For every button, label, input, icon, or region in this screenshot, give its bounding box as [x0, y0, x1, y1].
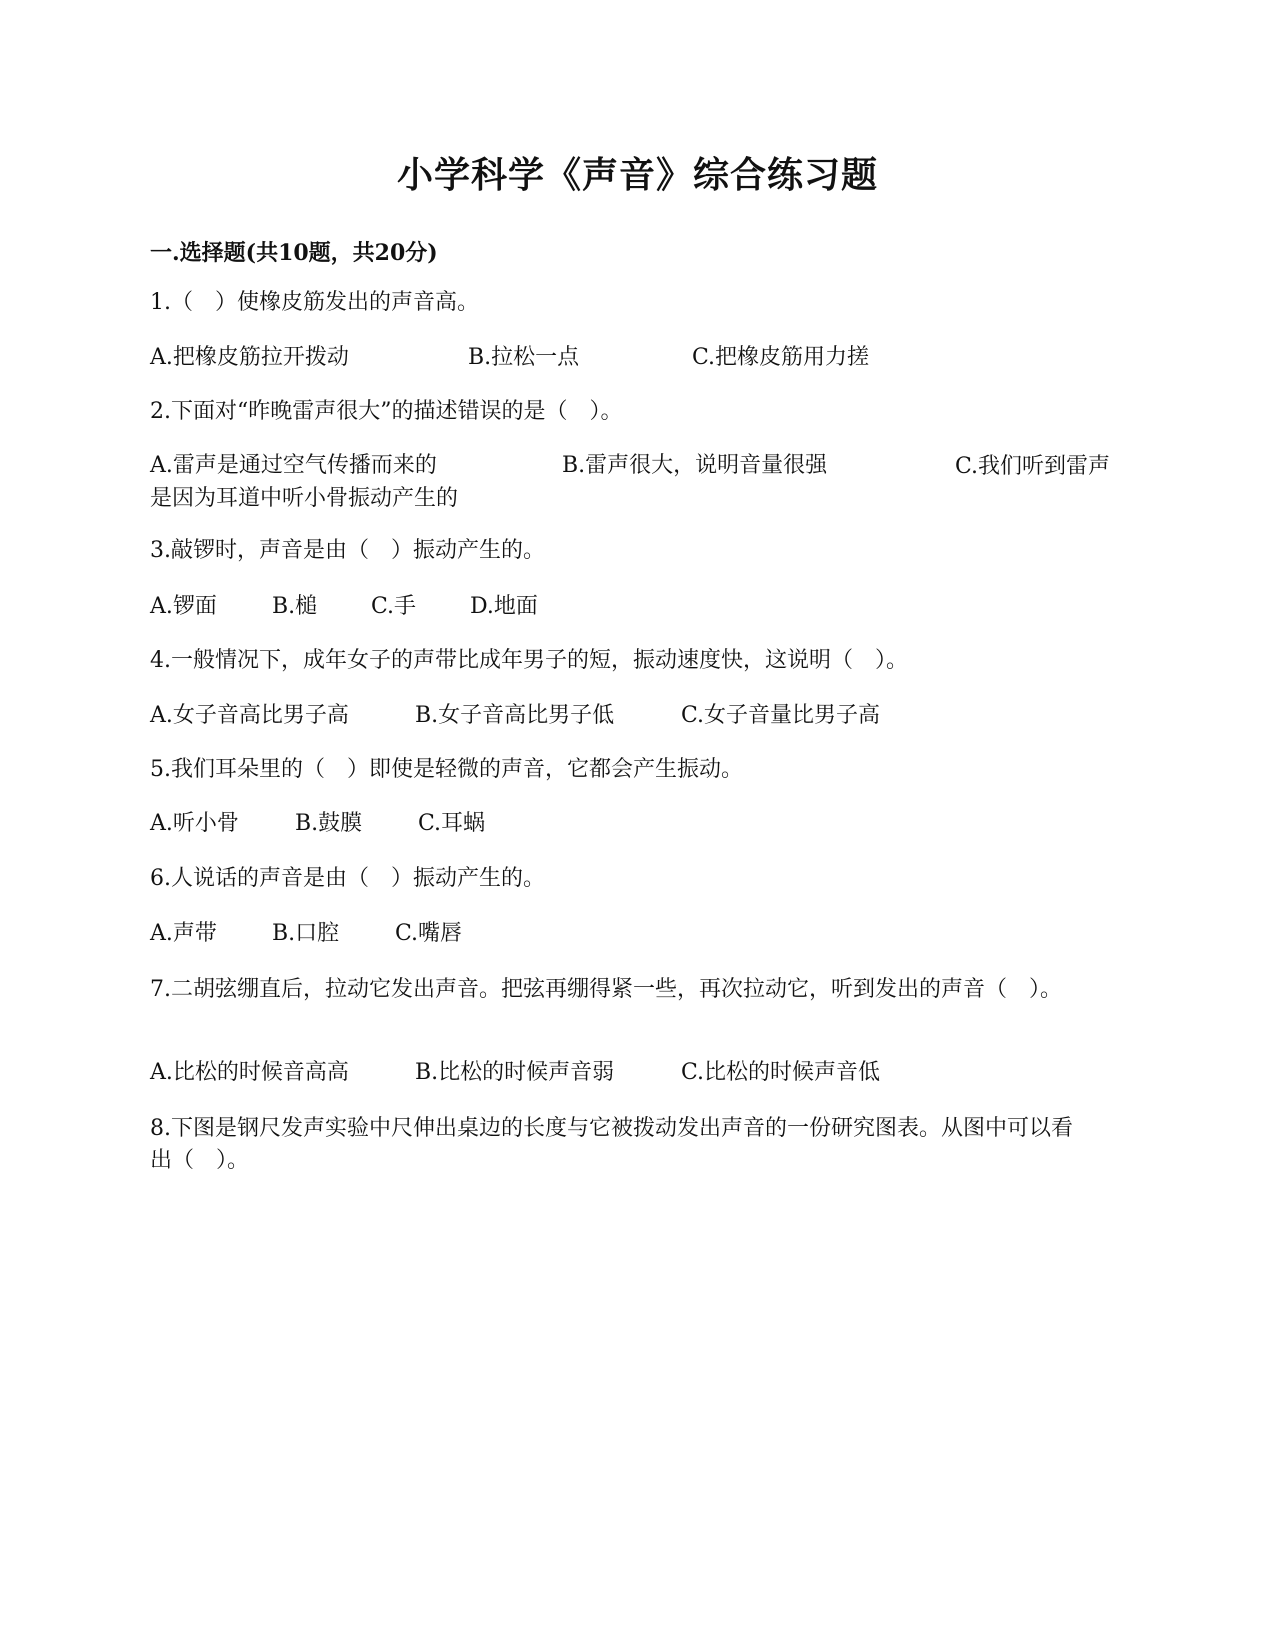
question-1-option-a: A.把橡皮筋拉开拨动 — [150, 345, 349, 370]
question-6-option-a: A.声带 — [150, 921, 217, 946]
question-3-option-b: B.槌 — [272, 594, 318, 619]
question-7-stem: 7.二胡弦绷直后，拉动它发出声音。把弦再绷得紧一些，再次拉动它，听到发出的声音（ ）。 — [150, 977, 1062, 1002]
question-2-option-c: C.我们听到雷声是因为耳道中听小骨振动产生的 — [150, 454, 1111, 511]
question-1-stem: 1.（ ）使橡皮筋发出的声音高。 — [150, 290, 479, 315]
question-5-option-b: B.鼓膜 — [295, 811, 363, 836]
question-3-option-d: D.地面 — [470, 594, 538, 619]
question-4-option-a: A.女子音高比男子高 — [150, 703, 349, 728]
question-4-option-b: B.女子音高比男子低 — [415, 703, 615, 728]
question-1-option-b: B.拉松一点 — [468, 345, 580, 370]
question-1-option-c: C.把橡皮筋用力搓 — [692, 345, 870, 370]
question-7-option-b: B.比松的时候声音弱 — [415, 1060, 615, 1085]
question-2-option-b: B.雷声很大，说明音量很强 — [562, 453, 828, 478]
question-5-option-a: A.听小骨 — [150, 811, 239, 836]
question-5-option-c: C.耳蜗 — [418, 811, 486, 836]
question-6-option-c: C.嘴唇 — [395, 921, 463, 946]
question-3-option-c: C.手 — [371, 594, 417, 619]
question-5-stem: 5.我们耳朵里的（ ）即使是轻微的声音，它都会产生振动。 — [150, 757, 743, 782]
question-6-option-b: B.口腔 — [272, 921, 340, 946]
question-2-option-a: A.雷声是通过空气传播而来的 — [150, 453, 437, 478]
question-7-option-c: C.比松的时候声音低 — [681, 1060, 881, 1085]
question-4-stem: 4.一般情况下，成年女子的声带比成年男子的短，振动速度快，这说明（ ）。 — [150, 648, 908, 673]
question-4-option-c: C.女子音量比男子高 — [681, 703, 881, 728]
question-3-stem: 3.敲锣时，声音是由（ ）振动产生的。 — [150, 538, 545, 563]
question-3-option-a: A.锣面 — [150, 594, 217, 619]
question-7-option-a: A.比松的时候音高高 — [150, 1060, 349, 1085]
question-6-stem: 6.人说话的声音是由（ ）振动产生的。 — [150, 866, 545, 891]
question-8-stem: 8.下图是钢尺发声实验中尺伸出桌边的长度与它被拨动发出声音的一份研究图表。从图中可以看出（ ）。 — [150, 1116, 1073, 1173]
question-2-stem: 2.下面对“昨晚雷声很大”的描述错误的是（ ）。 — [150, 399, 623, 424]
section-heading: 一.选择题(共10题，共20分) — [150, 240, 438, 266]
page-title: 小学科学《声音》综合练习题 — [396, 154, 878, 196]
